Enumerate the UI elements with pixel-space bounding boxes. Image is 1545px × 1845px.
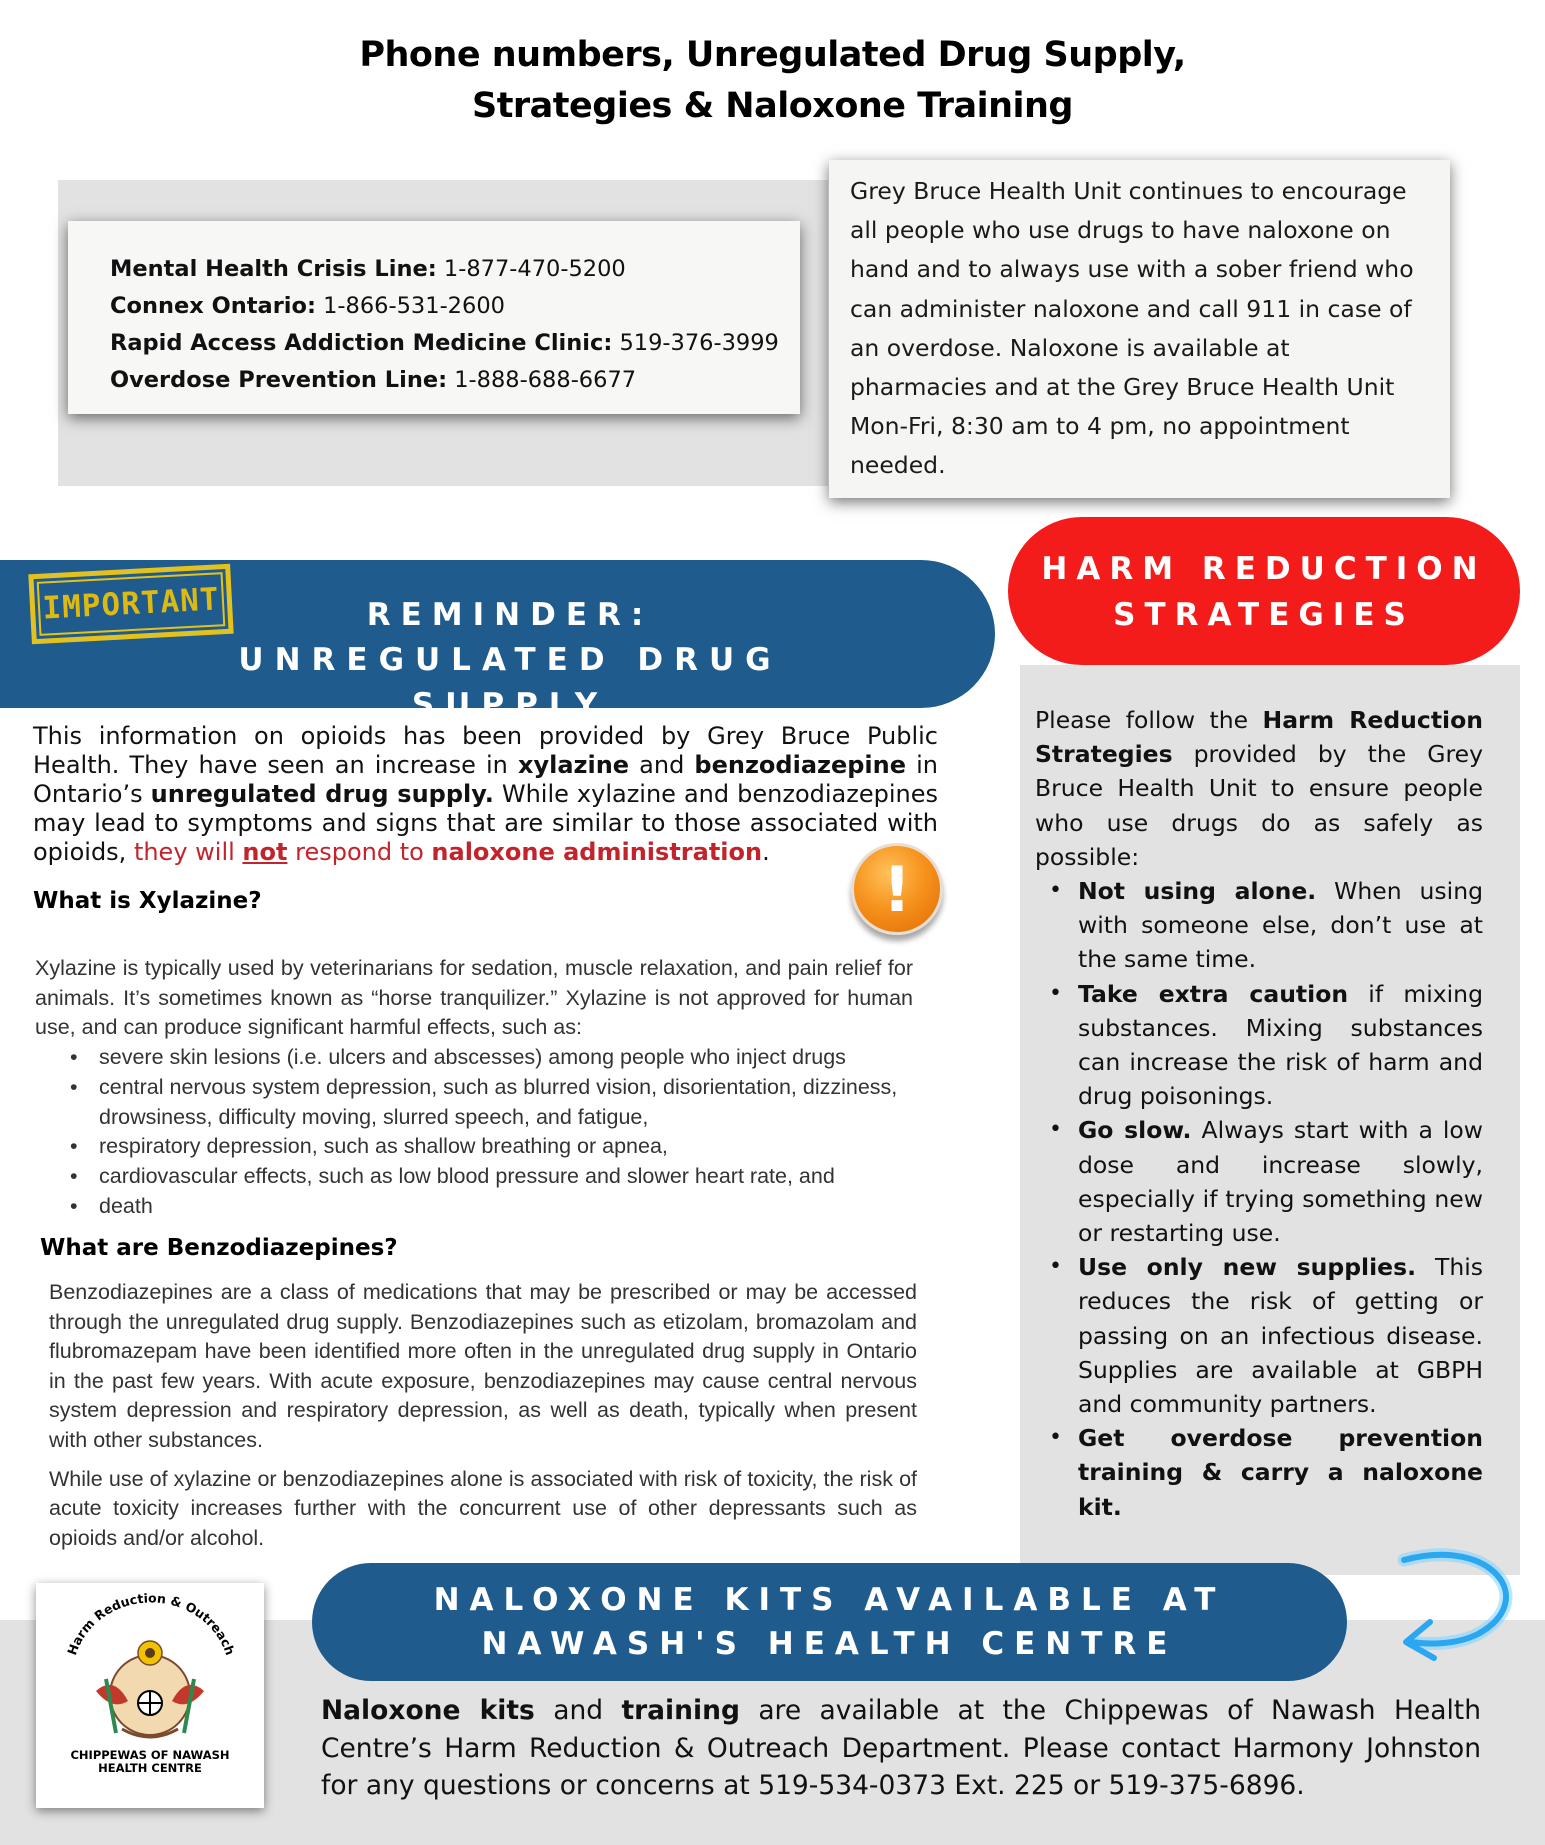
effect-text: central nervous system depression, such as blurred vision, disorientation, dizziness, drowsiness, difficulty moving, slurred speech, and fatigue,: [99, 1074, 898, 1129]
list-item: [70, 1132, 913, 1162]
logo-arc-text: Harm Reduction & Outreach: [64, 1590, 238, 1658]
harm-reduction-banner-text: [1008, 546, 1520, 638]
phone-label: Mental Health Crisis Line:: [110, 256, 437, 282]
list-item: [1035, 977, 1483, 1114]
intro-text: This information on opioids has been provided by Grey Bruce Public Health. They have seen an increase in: [33, 722, 938, 779]
list-item: [1035, 1421, 1483, 1524]
intro-text: .: [762, 838, 770, 866]
bullet-icon: •: [70, 1193, 78, 1218]
xylazine-heading: What is Xylazine?: [33, 888, 262, 914]
strategy-title: Go slow.: [1078, 1116, 1192, 1145]
title-line-2: Strategies & Naloxone Training: [471, 86, 1073, 126]
nawash-logo-image: [36, 1583, 264, 1748]
page-title: [0, 30, 1545, 132]
phone-line-connex: [110, 288, 758, 325]
phone-number: 1-888-688-6677: [447, 367, 637, 393]
harm-line-1: HARM REDUCTION: [1041, 551, 1487, 587]
strategy-title: Not using alone.: [1078, 877, 1317, 906]
intro-bold: xylazine: [517, 751, 630, 779]
list-item: [70, 1043, 913, 1073]
exclamation-alert-icon: !: [851, 843, 943, 935]
harm-intro-text: Please follow the: [1035, 706, 1263, 734]
nawash-logo-card: [36, 1583, 264, 1808]
strategy-text: if mixing substances. Mixing substances can increase the risk of harm and drug poisonings.: [1078, 979, 1483, 1111]
strategy-text: Always start with a low dose and increase slowly, especially if trying something new or restarting use.: [1078, 1116, 1483, 1248]
naloxone-text: and: [534, 1695, 622, 1726]
phone-numbers-card: [68, 221, 800, 414]
strategy-text: This reduces the risk of getting or passing on an infectious disease. Supplies are available at GBPH and community partners.: [1078, 1253, 1483, 1419]
naloxone-text: are available at the Chippewas of Nawash Health Centre’s Harm Reduction & Outreach Department. Please contact Harmony Johnston for any questions or concerns at 519-534-0373 Ext. 225 or 519-375-6896.: [321, 1695, 1481, 1801]
bullet-icon: •: [70, 1045, 78, 1070]
naloxone-line-1: NALOXONE KITS AVAILABLE AT: [433, 1582, 1226, 1618]
list-item: [1035, 874, 1483, 977]
intro-bold: unregulated drug supply.: [150, 780, 494, 808]
intro-text: in Ontario’s: [33, 751, 938, 808]
naloxone-body: [321, 1692, 1481, 1805]
bullet-icon: •: [70, 1134, 78, 1159]
important-stamp: [28, 564, 233, 644]
reminder-line-2: UNREGULATED DRUG SUPPLY: [238, 642, 782, 723]
bullet-icon: •: [1049, 980, 1062, 1006]
naloxone-banner-text: [312, 1578, 1347, 1666]
intro-warning-not: not: [242, 838, 288, 866]
benzodiazepines-body: [49, 1278, 917, 1553]
harm-line-2: STRATEGIES: [1113, 597, 1415, 633]
bullet-icon: •: [1049, 878, 1062, 904]
phone-label: Connex Ontario:: [110, 293, 316, 319]
harm-intro-text: provided by the Grey Bruce Health Unit to ensure people who use drugs do as safely as possible:: [1035, 740, 1483, 871]
opioid-intro-paragraph: [33, 722, 938, 867]
strategy-title: Take extra caution: [1078, 979, 1349, 1008]
phone-label: Overdose Prevention Line:: [110, 367, 448, 393]
phone-line-raam-clinic: [110, 325, 779, 362]
intro-bold: benzodiazepine: [694, 751, 907, 779]
list-item: [70, 1162, 913, 1192]
title-line-1: Phone numbers, Unregulated Drug Supply,: [359, 35, 1186, 75]
bullet-icon: •: [1049, 1254, 1062, 1280]
logo-flower-center: [145, 1648, 155, 1658]
harm-intro-bold: Harm Reduction Strategies: [1035, 706, 1483, 769]
bullet-icon: •: [70, 1163, 78, 1188]
benzodiazepines-heading: What are Benzodiazepines?: [40, 1235, 398, 1261]
benzo-paragraph-1: Benzodiazepines are a class of medications that may be prescribed or may be accessed through the unregulated drug supply. Benzodiazepines such as etizolam, bromazolam and flubromazepam have been identified more often in the unregulated drug supply in Ontario in the past few years. With acute exposure, benzodiazepines may cause central nervous system depression and respiratory depression, as well as death, typically when present with other substances.: [49, 1280, 917, 1452]
strategy-title: Use only new supplies.: [1078, 1253, 1416, 1282]
strategy-title: Get overdose prevention training & carry a naloxone kit.: [1078, 1424, 1483, 1521]
harm-reduction-body: [1035, 703, 1483, 1524]
xylazine-paragraph: Xylazine is typically used by veterinarians for sedation, muscle relaxation, and pain relief for animals. It’s sometimes known as “horse tranquilizer.” Xylazine is not approved for human use, and can produce significant harmful effects, such as:: [35, 956, 913, 1040]
intro-text: and: [629, 751, 695, 779]
list-item: [1035, 1113, 1483, 1250]
xylazine-effects-list: [70, 1043, 913, 1221]
phone-line-overdose-prevention: [110, 362, 758, 399]
bullet-icon: •: [1049, 1117, 1062, 1143]
phone-number: 519-376-3999: [612, 330, 779, 356]
curved-arrow-icon: [1372, 1538, 1522, 1668]
strategy-text: When using with someone else, don’t use at the same time.: [1078, 877, 1484, 974]
logo-caption-line-1: CHIPPEWAS OF NAWASH: [70, 1748, 230, 1762]
naloxone-bold: Naloxone kits: [321, 1695, 535, 1726]
effect-text: cardiovascular effects, such as low blood pressure and slower heart rate, and: [99, 1163, 835, 1188]
important-stamp-text: IMPORTANT: [37, 572, 226, 636]
xylazine-body: [35, 954, 913, 1221]
harm-strategy-list: [1035, 874, 1483, 1524]
grey-bruce-note-card: Grey Bruce Health Unit continues to encourage all people who use drugs to have naloxone on hand and to always use with a sober friend who can administer naloxone and call 911 in case of an overdose. Naloxone is available at pharmacies and at the Grey Bruce Health Unit Mon-Fri, 8:30 am to 4 pm, no appointment needed.: [829, 160, 1450, 498]
bullet-icon: •: [1049, 1425, 1062, 1451]
naloxone-bold: training: [621, 1695, 740, 1726]
effect-text: severe skin lesions (i.e. ulcers and abscesses) among people who inject drugs: [99, 1045, 846, 1070]
phone-label: Rapid Access Addiction Medicine Clinic:: [110, 330, 613, 356]
list-item: [70, 1073, 913, 1132]
bullet-icon: •: [70, 1074, 78, 1099]
benzo-paragraph-2: While use of xylazine or benzodiazepines alone is associated with risk of toxicity, the risk of acute toxicity increases further with the concurrent use of other depressants such as opioids and/or alcohol.: [49, 1466, 917, 1550]
intro-warning: respond to: [287, 838, 432, 866]
harm-intro: [1035, 703, 1483, 874]
effect-text: death: [99, 1193, 153, 1218]
reminder-line-1: REMINDER:: [366, 597, 654, 633]
phone-number: 1-877-470-5200: [436, 256, 626, 282]
intro-text: While xylazine and benzodiazepines may lead to symptoms and signs that are similar to those associated with opioids,: [33, 780, 938, 866]
logo-caption: [36, 1749, 264, 1775]
intro-warning: they will: [133, 838, 243, 866]
phone-line-mental-health: [110, 251, 758, 288]
phone-number: 1-866-531-2600: [315, 293, 505, 319]
effect-text: respiratory depression, such as shallow breathing or apnea,: [99, 1134, 668, 1159]
list-item: [1035, 1250, 1483, 1421]
reminder-banner-text: [150, 593, 870, 728]
list-item: [70, 1192, 913, 1222]
naloxone-line-2: NAWASH'S HEALTH CENTRE: [481, 1626, 1178, 1662]
logo-caption-line-2: HEALTH CENTRE: [98, 1761, 202, 1775]
intro-warning-bold: naloxone administration: [431, 838, 763, 866]
